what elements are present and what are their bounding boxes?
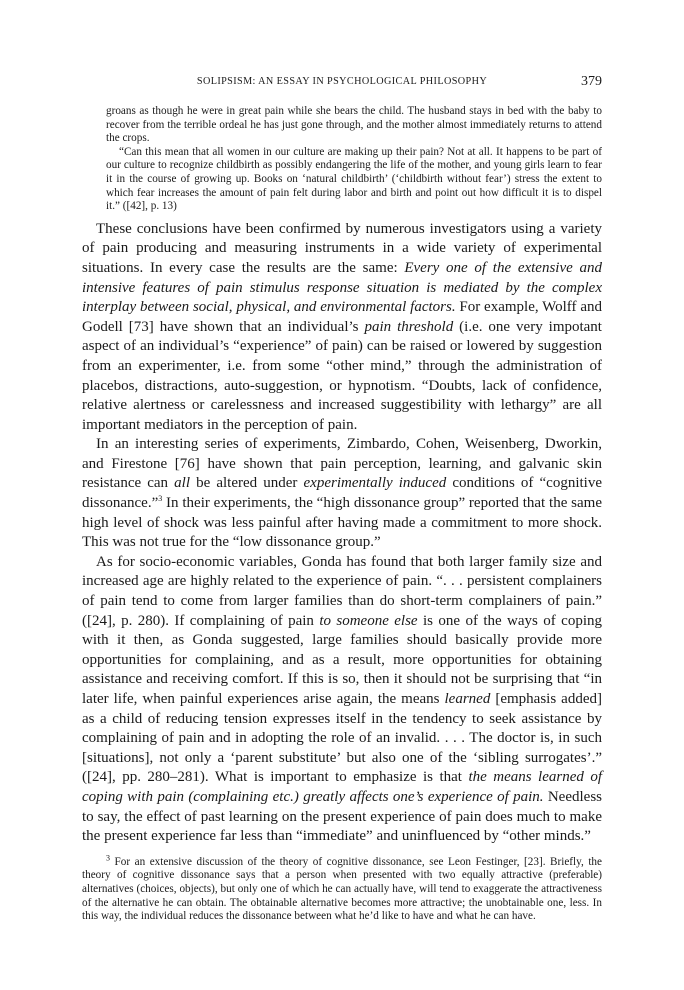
quote-paragraph-2: “Can this mean that all women in our culture are making up their pain? Not at all. It happens to be part of our culture to recognize childbirth as possibly endangering the life of the mother, and young girls learn to fear it in the course of growing up. Books on ‘natural childbirth’ (‘childbirth without fear’) stress the extent to which fear increases the amount of pain felt during labor and birth and point out how difficult it is to dispel it.” ([42], p. 13) (106, 145, 602, 213)
footnote (82, 853, 602, 924)
text-run: [emphasis added] as a child of reducing tension expresses itself in the tendency to seek assistance by complaining of pain and in adopting the role of an invalid. . . . The doctor is, in such [situations], not only a ‘parent substitute’ but also one of the ‘sibling surrogates’.” ([24], pp. 280–281). What is important to emphasize is that (82, 691, 602, 786)
page-header (82, 74, 602, 96)
footnote-paragraph (82, 853, 602, 924)
body-paragraph-1 (82, 220, 602, 436)
body-paragraph-2 (82, 435, 602, 553)
journal-page (82, 74, 602, 924)
italic-run: the means learned of coping with pain (complaining etc.) greatly affects one’s experience of pain. (82, 769, 603, 805)
running-head: SOLIPSISM: AN ESSAY IN PSYCHOLOGICAL PHILOSOPHY (196, 76, 488, 87)
footnote-reference: 3 (158, 494, 163, 504)
text-run: (i.e. one very impotant aspect of an individual’s “experience” of pain) can be raised or lowered by suggestion from an experimenter, i.e. from some “other mind,” through the administration of placebos, distractions, auto-suggestion, or hypnotism. “Doubts, lack of confidence, relative alertness or carelessness and increased suggestibility with lethargy” are all important mediators in the perception of pain. (82, 318, 602, 433)
text-run: As for socio-economic variables, Gonda has found that both larger family size and increased age are highly related to the experience of pain. “. . . persistent complainers of pain tend to come from larger families than do short-term complainers of pain.” ([24], p. 280). If complaining of pain (82, 553, 602, 629)
body-text (82, 220, 602, 847)
text-run: For example, Wolff and Godell [73] have shown that an individual’s (82, 299, 602, 335)
text-run: In their experiments, the “high dissonance group” reported that the same high level of shock was less painful after having made a commitment to more shock. This was not true for the “low dissonance group.” (82, 495, 602, 551)
italic-run: pain threshold (364, 318, 454, 335)
italic-run: to someone else (319, 612, 418, 629)
text-run: Needless to say, the effect of past learning on the present experience of pain does much to make the present experience far less than “immediate” and uninfluenced by “other minds.” (82, 788, 602, 845)
block-quote (106, 105, 602, 214)
text-run: In an interesting series of experiments, Zimbardo, Cohen, Weisenberg, Dworkin, and Firestone [76] have shown that pain perception, learning, and galvanic skin resistance can (82, 436, 602, 492)
footnote-marker: 3 (106, 853, 110, 863)
body-paragraph-3 (82, 553, 602, 847)
text-run: be altered under (190, 475, 304, 492)
italic-run: experimentally induced (303, 475, 447, 492)
page-number: 379 (581, 74, 602, 89)
footnote-text: For an extensive discussion of the theory of cognitive dissonance, see Leon Festinger, [23]. Briefly, the theory of cognitive dissonance says that a person when presented with two equally attractive (preferable) alternatives (choices, objects), but only one of which he can actually have, will tend to exaggerate the attractiveness of the alternative he can obtain. The obtainable alternative becomes more attractive; the unobtainable one, less. In this way, the individual reduces the dissonance between what he’d like to have and what he can have. (82, 855, 602, 923)
italic-run: Every one of the extensive and intensive features of pain stimulus response situation is mediated by the complex interplay between social, physical, and environmental factors. (82, 259, 602, 316)
text-run: conditions of “cognitive dissonance.” (82, 475, 602, 512)
italic-run: all (174, 475, 190, 492)
text-run: These conclusions have been confirmed by numerous investigators using a variety of pain producing and measuring instruments in a wide variety of experimental situations. In every case the results are the same: (82, 220, 602, 276)
text-run: is one of the ways of coping with it then, as Gonda suggested, large families should basically provide more opportunities for complaining, and as a result, more opportunities for obtaining assistance and receiving comfort. If this is so, then it should not be surprising that “in later life, when painful experiences arise again, the means (82, 612, 602, 707)
italic-run: learned (444, 691, 491, 707)
quote-paragraph-1: groans as though he were in great pain while she bears the child. The husband stays in bed with the baby to recover from the terrible ordeal he has just gone through, and the mother almost immediately returns to attend the crops. (106, 105, 602, 145)
